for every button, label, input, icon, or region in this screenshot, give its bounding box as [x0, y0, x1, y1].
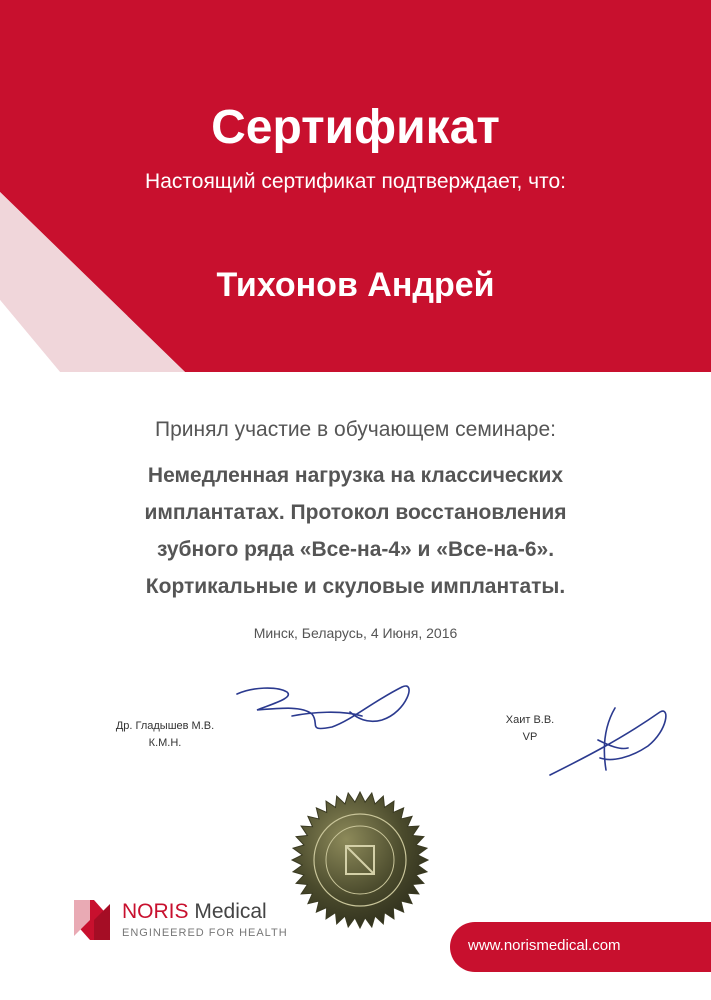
- certificate-subtitle: Настоящий сертификат подтверждает, что:: [145, 170, 566, 193]
- signatory-title: К.М.Н.: [148, 737, 182, 749]
- noris-logo: [72, 898, 312, 948]
- signature-left: [232, 672, 432, 752]
- course-line: Немедленная нагрузка на классических: [147, 464, 564, 487]
- noris-logo-mark: [72, 898, 112, 942]
- signatory-name: Др. Гладышев М.В.: [115, 720, 215, 732]
- signatory-title: VP: [522, 731, 538, 743]
- logo-wordmark: [122, 900, 267, 924]
- logo-product: Medical: [194, 900, 267, 923]
- website-link[interactable]: www.norismedical.com: [468, 937, 621, 954]
- course-line: Кортикальные и скуловые имплантаты.: [145, 575, 566, 598]
- logo-brand: NORIS: [122, 900, 189, 923]
- header-banner: [0, 0, 711, 400]
- footer-bar: [450, 922, 711, 972]
- course-title: [0, 457, 711, 605]
- signatory-left: [80, 718, 250, 752]
- certificate-title: Сертификат: [211, 101, 500, 154]
- logo-tagline: ENGINEERED FOR HEALTH: [122, 927, 288, 939]
- recipient-name: Тихонов Андрей: [216, 266, 495, 304]
- place-date: Минск, Беларусь, 4 Июня, 2016: [253, 625, 458, 641]
- participation-text: Принял участие в обучающем семинаре:: [155, 418, 556, 441]
- signature-right: [540, 700, 680, 785]
- course-line: имплантатах. Протокол восстановления: [144, 501, 567, 524]
- course-line: зубного ряда «Все-на-4» и «Все-на-6».: [156, 538, 555, 561]
- signatory-name: Хаит В.В.: [505, 714, 555, 726]
